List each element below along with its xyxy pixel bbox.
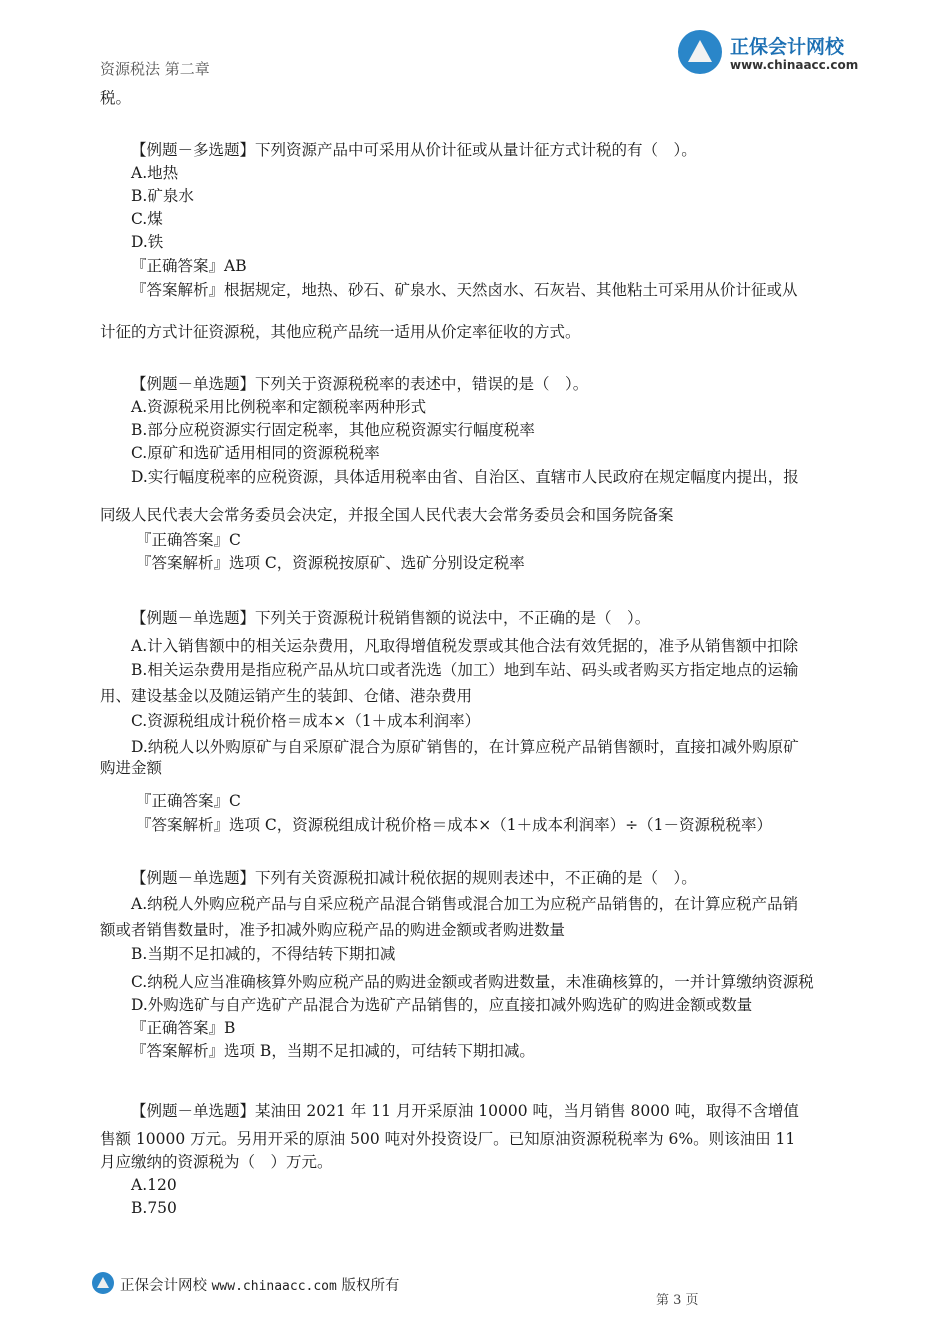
option: B.部分应税资源实行固定税率，其他应税资源实行幅度税率 (131, 421, 535, 439)
option: A.地热 (131, 164, 179, 182)
footer-url: www.chinaacc.com (211, 1279, 337, 1294)
answer-explanation: 『答案解析』选项 B，当期不足扣减的，可结转下期扣减。 (131, 1042, 535, 1060)
option-clipped: A.纳税人外购应税产品与自采应税产品混合销售或混合加工为应税产品销售的，在计算应税产品销 (131, 895, 799, 913)
option-clipped: B.相关运杂费用是指应税产品从坑口或者洗选（加工）地到车站、码头或者购买方指定地点的运输 (131, 661, 799, 679)
logo-icon (678, 30, 722, 74)
correct-answer: 『正确答案』AB (131, 257, 247, 275)
option: D.铁 (131, 233, 164, 251)
question-title-clipped: 【例题－单选题】某油田 2021 年 11 月开采原油 10000 吨，当月销售 8000 吨，取得不含增值 (131, 1102, 799, 1120)
option-clipped: C.资源税组成计税价格＝成本×（1＋成本利润率） (131, 712, 481, 730)
option: B.矿泉水 (131, 187, 194, 205)
option: C.煤 (131, 210, 163, 228)
option-cont: 额或者销售数量时，准予扣减外购应税产品的购进金额或者购进数量 (100, 921, 566, 939)
option-cont-clipped: 购进金额 (100, 759, 163, 777)
option-cont-clipped: 同级人民代表大会常务委员会决定，并报全国人民代表大会常务委员会和国务院备案 (100, 506, 674, 524)
option: B.750 (131, 1199, 177, 1217)
logo-brand-name: 正保会计网校 (730, 36, 845, 58)
page-number: 第 3 页 (656, 1293, 699, 1308)
text-line: 税。 (100, 89, 132, 107)
correct-answer: 『正确答案』B (131, 1019, 236, 1037)
header-fragment: 资源税法 第二章 (100, 60, 210, 78)
footer-brand: 正保会计网校 (120, 1278, 207, 1294)
question-cont: 售额 10000 万元。另用开采的原油 500 吨对外投资设厂。已知原油资源税税率为 6%。则该油田 11 (100, 1130, 796, 1148)
answer-explanation-cont: 计征的方式计征资源税，其他应税产品统一适用从价定率征收的方式。 (100, 323, 581, 341)
answer-explanation: 『答案解析』根据规定，地热、砂石、矿泉水、天然卤水、石灰岩、其他粘土可采用从价计征或从 (131, 281, 798, 299)
option: D.实行幅度税率的应税资源，具体适用税率由省、自治区、直辖市人民政府在规定幅度内提出，报 (131, 468, 799, 486)
answer-explanation-clipped: 『答案解析』选项 C，资源税按原矿、选矿分别设定税率 (136, 554, 525, 572)
footer-text (120, 1274, 399, 1295)
option: A.计入销售额中的相关运杂费用，凡取得增值税发票或其他合法有效凭据的，准予从销售额中扣除 (131, 637, 799, 655)
correct-answer: 『正确答案』C (136, 531, 241, 549)
option: C.原矿和选矿适用相同的资源税税率 (131, 444, 380, 462)
option: C.纳税人应当准确核算外购应税产品的购进金额或者购进数量，未准确核算的，一并计算缴纳资源税 (131, 973, 814, 991)
option-clipped: D.纳税人以外购原矿与自采原矿混合为原矿销售的，在计算应税产品销售额时，直接扣减外购原矿 (131, 738, 799, 756)
option: A.资源税采用比例税率和定额税率两种形式 (131, 398, 427, 416)
question-title: 【例题－单选题】下列关于资源税计税销售额的说法中，不正确的是（ ）。 (131, 609, 651, 627)
logo-brand-url: www.chinaacc.com (730, 58, 859, 72)
option-clipped: B.当期不足扣减的，不得结转下期扣减 (131, 945, 396, 963)
option-cont: 用、建设基金以及随运销产生的装卸、仓储、港杂费用 (100, 687, 473, 705)
header-logo (678, 28, 868, 78)
question-title: 【例题－单选题】下列有关资源税扣减计税依据的规则表述中，不正确的是（ ）。 (131, 869, 697, 887)
footer-rights: 版权所有 (341, 1278, 400, 1294)
correct-answer: 『正确答案』C (136, 792, 241, 810)
option: D.外购选矿与自产选矿产品混合为选矿产品销售的，应直接扣减外购选矿的购进金额或数量 (131, 996, 753, 1014)
question-title: 【例题－单选题】下列关于资源税税率的表述中，错误的是（ ）。 (131, 375, 589, 393)
question-title: 【例题－多选题】下列资源产品中可采用从价计征或从量计征方式计税的有（ ）。 (131, 141, 697, 159)
question-cont: 月应缴纳的资源税为（ ）万元。 (100, 1153, 333, 1171)
option: A.120 (131, 1176, 177, 1194)
answer-explanation-clipped: 『答案解析』选项 C，资源税组成计税价格＝成本×（1＋成本利润率）÷（1－资源税税率） (136, 816, 772, 834)
footer-logo-icon (92, 1272, 114, 1294)
